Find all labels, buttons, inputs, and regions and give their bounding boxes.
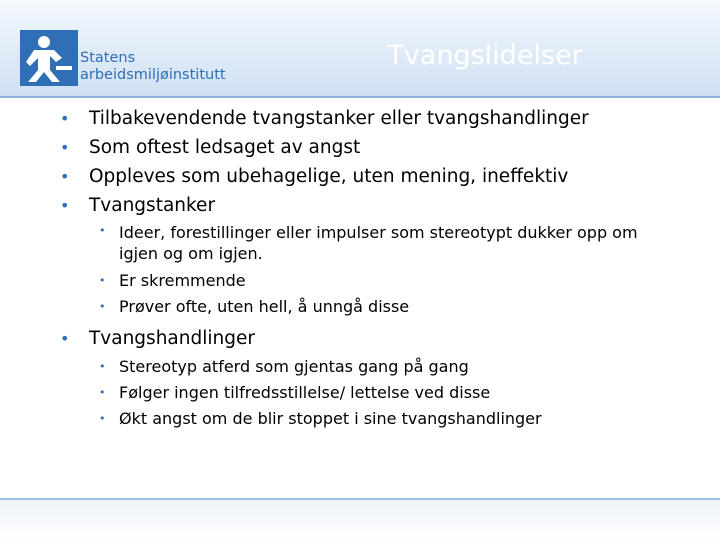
slide-header xyxy=(0,0,720,98)
bullet-dot-icon: • xyxy=(99,360,106,373)
bullet-item xyxy=(60,162,680,191)
bullet-dot-icon: • xyxy=(60,167,70,186)
bullet-dot-icon: • xyxy=(99,274,106,287)
footer-band xyxy=(0,500,720,540)
bullet-text: Tilbakevendende tvangstanker eller tvangshandlinger xyxy=(89,108,589,129)
bullet-dot-icon: • xyxy=(60,196,70,215)
bullet-dot-icon: • xyxy=(99,224,106,237)
bullet-dot-icon: • xyxy=(60,109,70,128)
sub-bullet-item xyxy=(95,354,680,380)
sub-bullet-text: Stereotyp atferd som gjentas gang på gang xyxy=(119,357,469,376)
bullet-item xyxy=(60,104,680,133)
bullet-text: Oppleves som ubehagelige, uten mening, ineffektiv xyxy=(89,166,569,187)
sub-bullet-text: Følger ingen tilfredsstillelse/ lettelse ved disse xyxy=(119,383,491,402)
sub-bullet-text: Er skremmende xyxy=(119,271,246,290)
sub-bullet-list-tvangstanker xyxy=(95,222,680,320)
sub-bullet-text: Økt angst om de blir stoppet i sine tvangshandlinger xyxy=(119,409,542,428)
stami-logo-icon xyxy=(20,30,78,86)
bullet-text: Som oftest ledsaget av angst xyxy=(89,137,361,158)
sub-bullet-item xyxy=(95,222,680,264)
bullet-text: Tvangstanker xyxy=(89,195,216,216)
bullet-list-continued xyxy=(60,324,680,353)
bullet-dot-icon: • xyxy=(99,300,106,313)
slide-body xyxy=(60,104,680,436)
sub-bullet-text: Ideer, forestillinger eller impulser som stereotypt dukker opp om igjen og om igjen. xyxy=(119,223,638,263)
slide-title: Tvangslidelser xyxy=(387,40,583,71)
sub-bullet-item xyxy=(95,268,680,294)
bullet-item-tvangshandlinger xyxy=(60,324,680,353)
org-logo xyxy=(20,30,235,86)
bullet-dot-icon: • xyxy=(99,386,106,399)
bullet-item-tvangstanker xyxy=(60,191,680,220)
sub-bullet-list-tvangshandlinger xyxy=(95,354,680,432)
bullet-list xyxy=(60,104,680,220)
sub-bullet-item xyxy=(95,406,680,432)
sub-bullet-item xyxy=(95,294,680,320)
org-name-line2: arbeidsmiljøinstitutt xyxy=(80,67,226,83)
bullet-dot-icon: • xyxy=(60,329,70,348)
sub-bullet-item xyxy=(95,380,680,406)
sub-bullet-text: Prøver ofte, uten hell, å unngå disse xyxy=(119,297,410,316)
org-name-line1: Statens xyxy=(80,50,136,66)
bullet-dot-icon: • xyxy=(60,138,70,157)
bullet-text: Tvangshandlinger xyxy=(89,328,255,349)
bullet-dot-icon: • xyxy=(99,412,106,425)
bullet-item xyxy=(60,133,680,162)
